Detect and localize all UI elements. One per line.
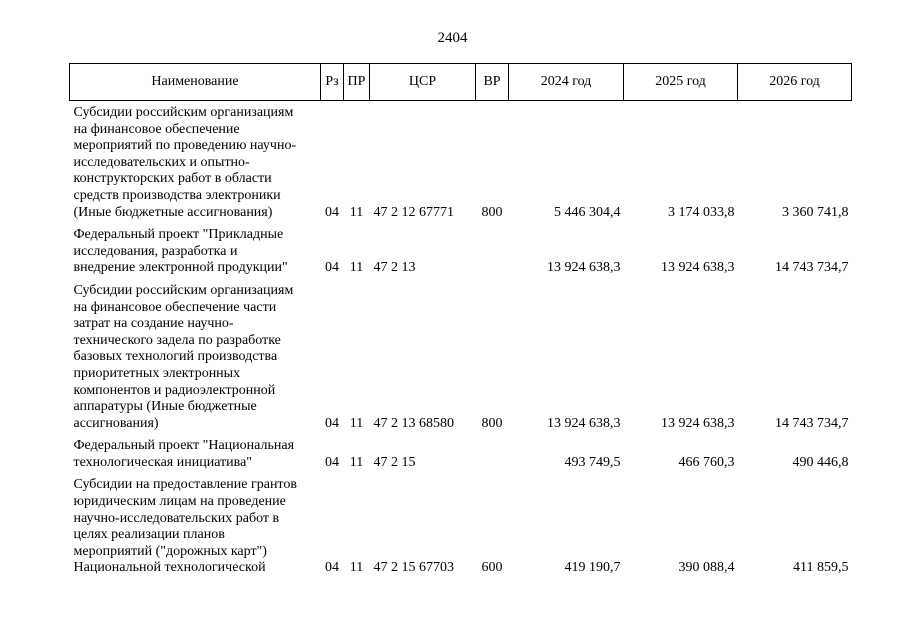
- row-2026: 490 446,8: [792, 454, 849, 470]
- row-vr: [476, 432, 509, 471]
- header-name: Наименование: [70, 64, 321, 101]
- name-line: на финансовое обеспечение: [73, 121, 240, 137]
- row-2024: 13 924 638,3: [547, 260, 621, 276]
- row-vr: 600: [481, 560, 503, 576]
- name-line: Субсидии российским организациям: [73, 282, 294, 298]
- row-pr: 11: [349, 204, 364, 220]
- row-rz: 04: [325, 204, 339, 220]
- row-2025: 390 088,4: [678, 560, 735, 576]
- row-name: [70, 221, 321, 277]
- row-name: [70, 101, 321, 222]
- row-rz: 04: [325, 560, 339, 576]
- header-vr: ВР: [476, 64, 509, 101]
- name-line: на финансовое обеспечение части: [73, 299, 277, 315]
- row-vr: [476, 221, 509, 277]
- name-line: научно-исследовательских работ в: [73, 510, 280, 526]
- name-line: целях реализации планов: [73, 527, 225, 543]
- table-row: [70, 277, 852, 432]
- row-csr: 47 2 13: [373, 260, 416, 276]
- row-2025: 13 924 638,3: [661, 260, 735, 276]
- row-vr: 800: [481, 415, 503, 431]
- name-line: средств производства электроники: [73, 187, 281, 203]
- row-2025: 3 174 033,8: [668, 204, 735, 220]
- row-rz: 04: [325, 454, 339, 470]
- name-line: Субсидии на предоставление грантов: [73, 477, 297, 493]
- header-pr: ПР: [344, 64, 370, 101]
- row-rz: 04: [325, 260, 339, 276]
- name-line: Национальной технологической: [73, 560, 266, 576]
- name-line: юридическим лицам на проведение: [73, 494, 286, 510]
- row-2024: 5 446 304,4: [554, 204, 621, 220]
- row-name: [70, 277, 321, 432]
- row-name: [70, 471, 321, 577]
- table-row: [70, 101, 852, 222]
- name-line: Федеральный проект "Национальная: [73, 438, 295, 454]
- row-csr: 47 2 13 68580: [373, 415, 454, 431]
- row-csr: 47 2 12 67771: [373, 204, 454, 220]
- row-2026: 14 743 734,7: [775, 415, 849, 431]
- table-header-row: [70, 64, 852, 101]
- row-csr: 47 2 15: [373, 454, 416, 470]
- name-line: (Иные бюджетные ассигнования): [73, 204, 273, 220]
- row-2025: 466 760,3: [678, 454, 735, 470]
- row-2024: 493 749,5: [564, 454, 621, 470]
- name-line: Федеральный проект "Прикладные: [73, 227, 284, 243]
- row-csr: 47 2 15 67703: [373, 560, 454, 576]
- row-vr: 800: [481, 204, 503, 220]
- name-line: технологическая инициатива": [73, 454, 253, 470]
- header-2024: 2024 год: [509, 64, 624, 101]
- row-2026: 3 360 741,8: [782, 204, 849, 220]
- table-row: [70, 221, 852, 277]
- name-line: затрат на создание научно-: [73, 316, 234, 332]
- row-2026: 411 859,5: [793, 560, 849, 576]
- row-2024: 419 190,7: [564, 560, 621, 576]
- header-csr: ЦСР: [370, 64, 476, 101]
- header-2025: 2025 год: [624, 64, 738, 101]
- row-pr: 11: [349, 454, 364, 470]
- row-2025: 13 924 638,3: [661, 415, 735, 431]
- name-line: аппаратуры (Иные бюджетные: [73, 399, 257, 415]
- row-rz: 04: [325, 415, 339, 431]
- row-pr: 11: [349, 260, 364, 276]
- row-pr: 11: [349, 415, 364, 431]
- name-line: исследования, разработка и: [73, 243, 238, 259]
- row-2026: 14 743 734,7: [775, 260, 849, 276]
- row-2024: 13 924 638,3: [547, 415, 621, 431]
- table-row: [70, 471, 852, 577]
- name-line: приоритетных электронных: [73, 365, 241, 381]
- name-line: внедрение электронной продукции": [73, 260, 288, 276]
- name-line: мероприятий по проведению научно-: [73, 138, 297, 154]
- header-rz: Рз: [321, 64, 344, 101]
- page-number: 2404: [437, 30, 468, 46]
- row-name: [70, 432, 321, 471]
- name-line: конструкторских работ в области: [73, 171, 272, 187]
- name-line: технического задела по разработке: [73, 332, 281, 348]
- table-row: [70, 432, 852, 471]
- name-line: мероприятий ("дорожных карт"): [73, 543, 267, 559]
- header-2026: 2026 год: [738, 64, 852, 101]
- name-line: ассигнования): [73, 415, 159, 431]
- row-pr: 11: [349, 560, 364, 576]
- budget-table: [69, 63, 852, 577]
- name-line: Субсидии российским организациям: [73, 105, 294, 120]
- name-line: исследовательских и опытно-: [73, 154, 250, 170]
- name-line: базовых технологий производства: [73, 349, 278, 365]
- name-line: компонентов и радиоэлектронной: [73, 382, 276, 398]
